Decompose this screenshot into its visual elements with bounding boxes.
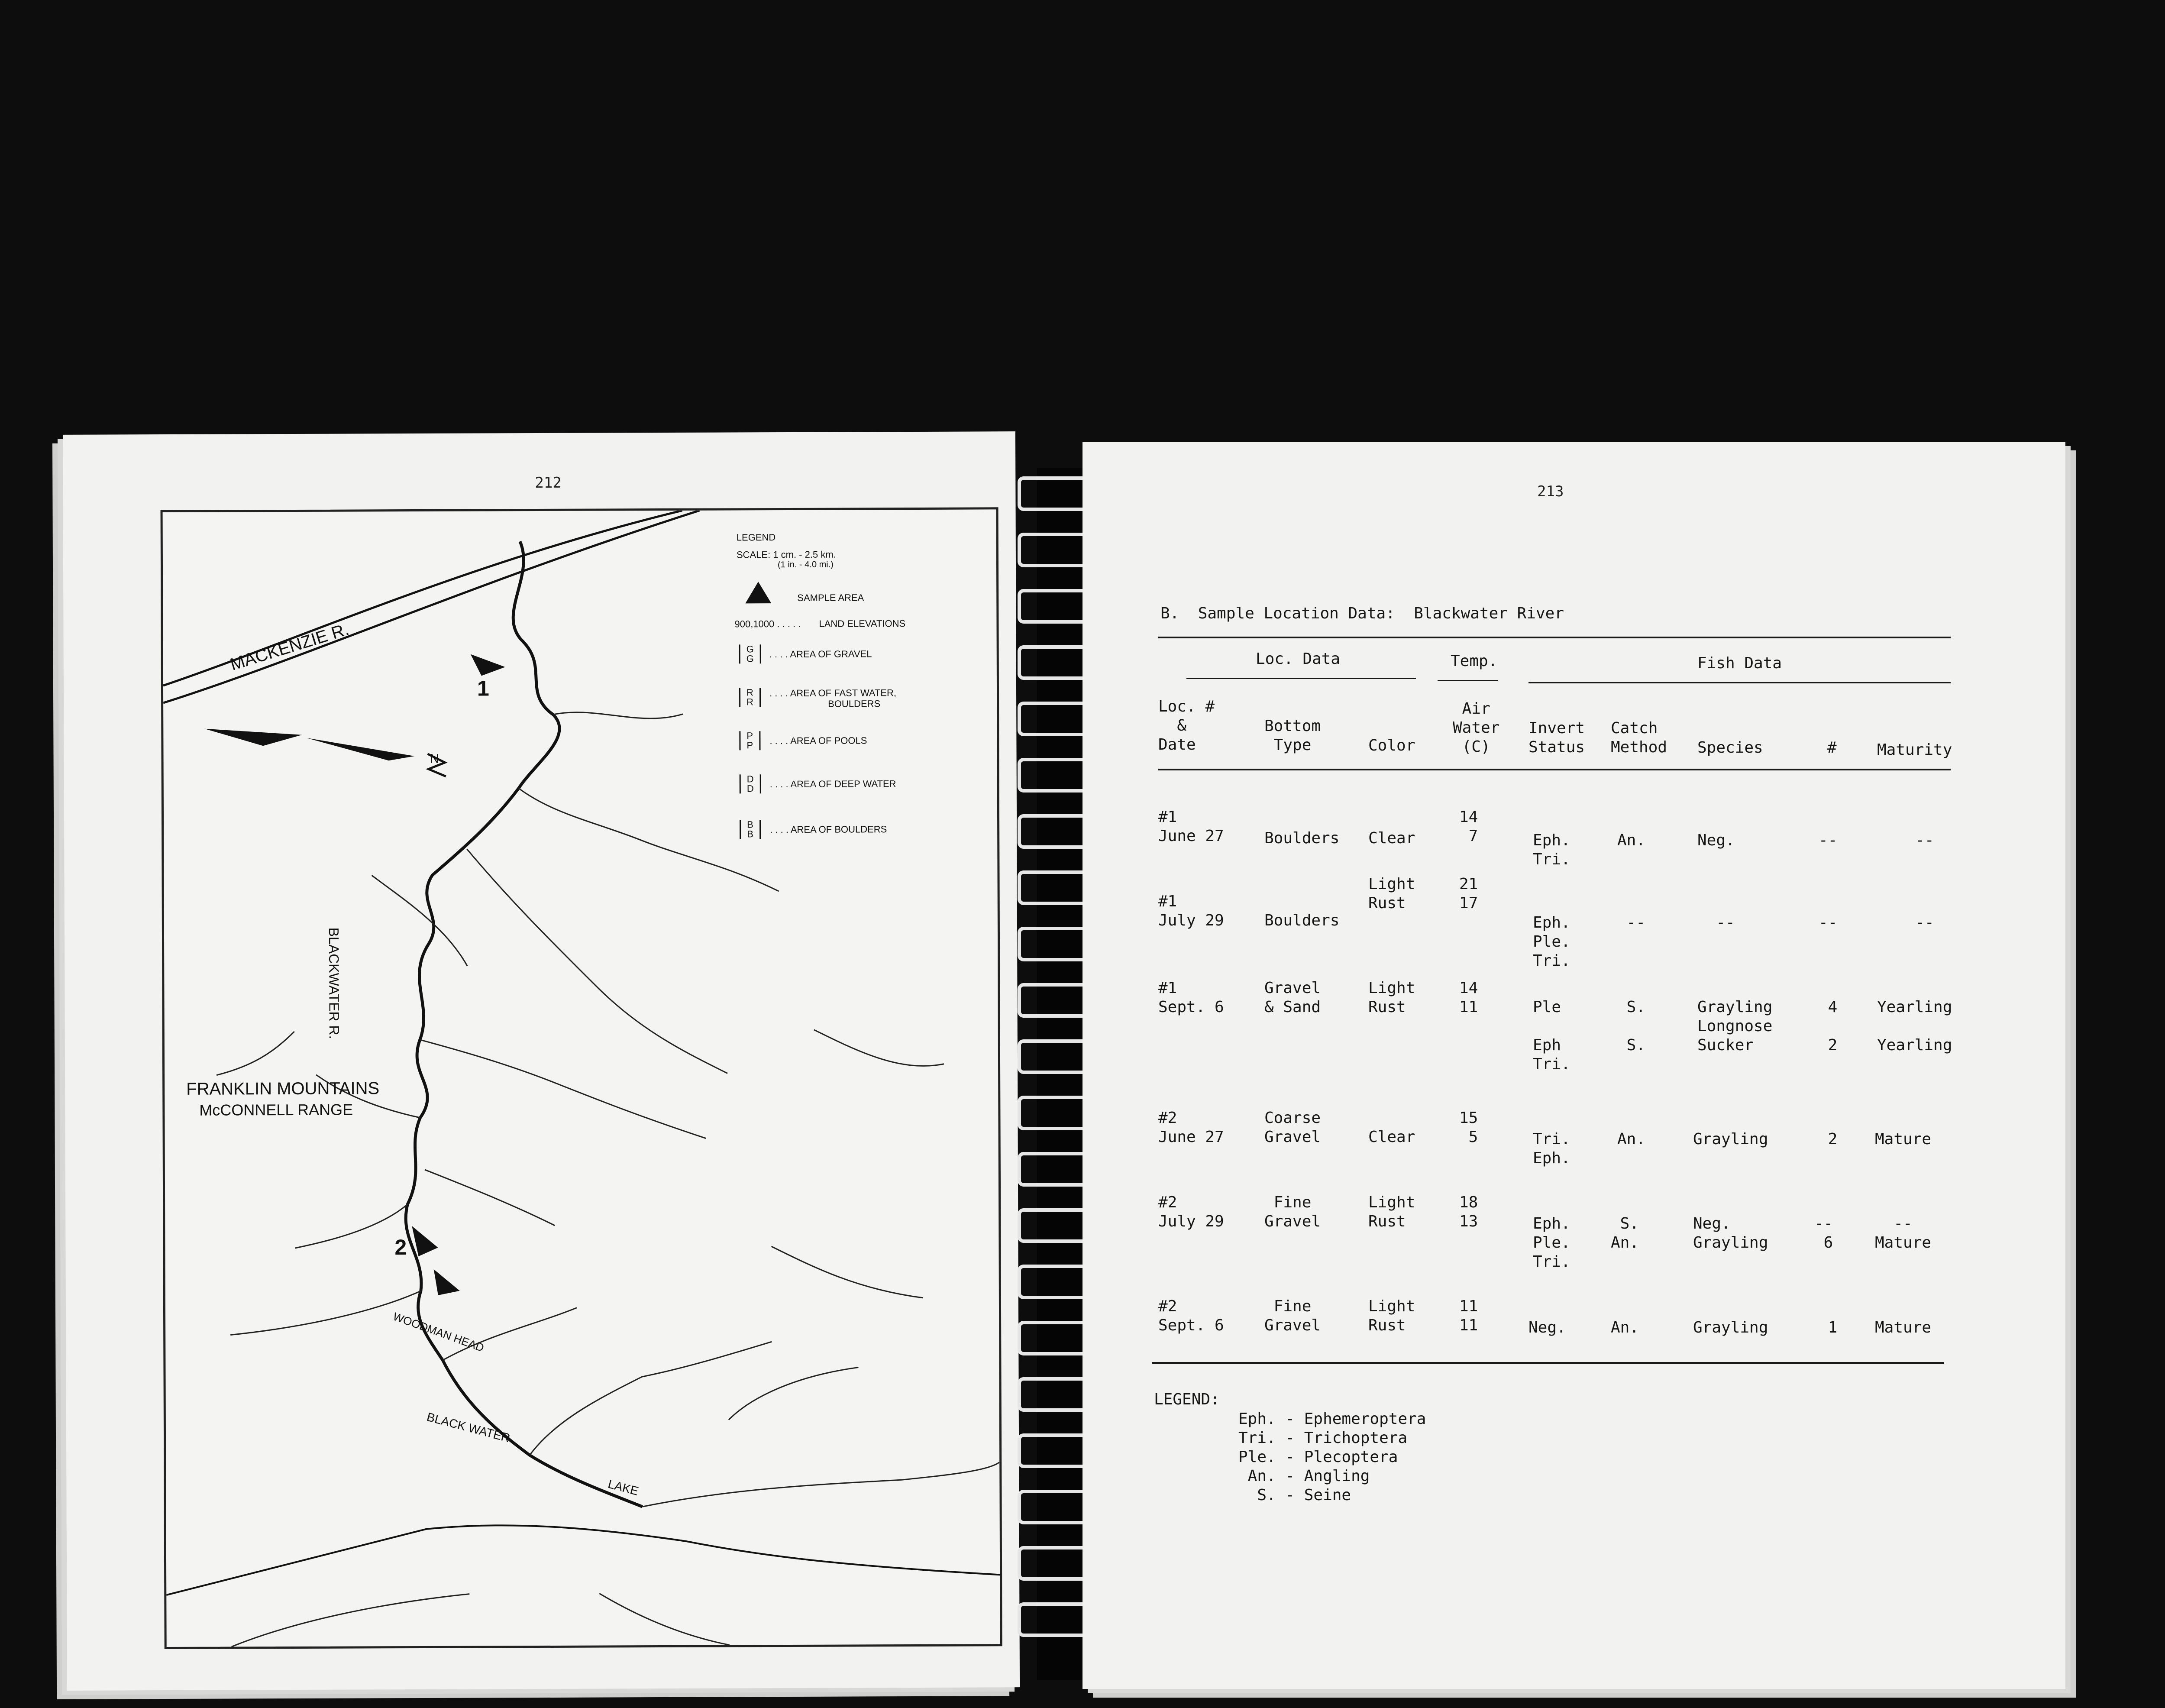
table-bottom-rule xyxy=(1152,1362,1944,1364)
cell-catch: S. S. xyxy=(1626,998,1646,1054)
site-1-label: 1 xyxy=(477,676,489,701)
cell-species: Neg. xyxy=(1697,831,1735,849)
map-scale: SCALE: 1 cm. - 2.5 km. xyxy=(736,549,836,560)
mcconnell-label: McCONNELL RANGE xyxy=(199,1100,353,1119)
cell-loc: #1 Sept. 6 xyxy=(1158,979,1224,1016)
legend-pools: . . . . AREA OF POOLS xyxy=(769,735,867,747)
cell-color: Light Rust xyxy=(1368,1194,1415,1230)
cell-temp: 14 11 xyxy=(1459,979,1478,1016)
cell-num: -- xyxy=(1819,914,1838,932)
temp-rule xyxy=(1438,680,1498,681)
cell-invert: Eph. Ple. Tri. xyxy=(1533,914,1570,970)
cell-num: 2 xyxy=(1828,1130,1838,1148)
legend-fast-water: . . . . AREA OF FAST WATER, xyxy=(769,687,897,699)
cell-catch: S. An. xyxy=(1611,1215,1639,1252)
cell-catch: An. xyxy=(1611,1319,1639,1336)
col-header-loc: Loc. # & Date xyxy=(1158,698,1215,754)
col-header-bottom: Bottom Type xyxy=(1264,717,1321,754)
cell-loc: #2 Sept. 6 xyxy=(1158,1297,1224,1334)
cell-loc: #1 June 27 xyxy=(1158,808,1224,845)
blackwater-label: BLACKWATER R. xyxy=(326,927,342,1039)
cell-species: Neg. Grayling xyxy=(1693,1215,1768,1252)
legend-item: An. - Angling xyxy=(1238,1467,1370,1485)
cell-invert: Tri. Eph. xyxy=(1533,1130,1570,1167)
page-number: 213 xyxy=(1537,483,1564,500)
legend-gravel: . . . . AREA OF GRAVEL xyxy=(769,648,872,660)
cell-temp: 14 7 xyxy=(1459,808,1478,845)
cell-temp: 21 17 xyxy=(1459,875,1478,912)
cell-bottom: Coarse Gravel xyxy=(1264,1109,1321,1146)
cell-species: Grayling xyxy=(1693,1319,1768,1336)
legend-gravel-symbol: G G xyxy=(739,644,761,663)
map-scale-imperial: (1 in. - 4.0 mi.) xyxy=(777,560,834,570)
franklin-label: FRANKLIN MOUNTAINS xyxy=(186,1079,380,1099)
col-header-num: # xyxy=(1827,739,1837,757)
group-fish-data: Fish Data xyxy=(1697,654,1782,672)
cell-temp: 15 5 xyxy=(1459,1109,1478,1146)
col-header-temp: Air Water (C) xyxy=(1453,700,1500,756)
cell-bottom: Boulders xyxy=(1264,912,1340,929)
cell-invert: Ple Eph Tri. xyxy=(1533,998,1570,1073)
cell-maturity: -- Mature xyxy=(1875,1215,1932,1252)
cell-num: 1 xyxy=(1828,1319,1838,1336)
fish-data-rule xyxy=(1528,682,1951,683)
legend-sample-area: SAMPLE AREA xyxy=(797,592,864,603)
cell-temp: 18 13 xyxy=(1459,1194,1478,1230)
cell-num: -- 6 xyxy=(1814,1215,1833,1252)
blackwater-river-map xyxy=(161,507,1002,1649)
legend-title: LEGEND: xyxy=(1154,1391,1220,1408)
cell-catch: -- xyxy=(1626,914,1646,932)
cell-invert: Eph. Ple. Tri. xyxy=(1533,1215,1570,1271)
cell-maturity: Mature xyxy=(1875,1130,1932,1148)
cell-bottom: Fine Gravel xyxy=(1264,1194,1321,1230)
cell-species: Grayling xyxy=(1693,1130,1768,1148)
cell-loc: #2 June 27 xyxy=(1158,1109,1224,1146)
cell-temp: 11 11 xyxy=(1459,1297,1478,1334)
legend-item: Tri. - Trichoptera xyxy=(1238,1429,1408,1447)
legend-elevation-values: 900,1000 . . . . . xyxy=(734,618,801,630)
legend-deep-water: . . . . AREA OF DEEP WATER xyxy=(769,778,896,790)
legend-fast-water-symbol: R R xyxy=(739,688,761,707)
cell-color: Light Rust xyxy=(1368,979,1415,1016)
black-water-label: BLACK WATER xyxy=(425,1410,512,1445)
cell-catch: An. xyxy=(1617,831,1646,849)
col-header-color: Color xyxy=(1368,737,1415,754)
cell-species: -- xyxy=(1716,914,1735,932)
page-number: 212 xyxy=(535,474,562,492)
site-2-label: 2 xyxy=(394,1235,407,1260)
loc-data-rule xyxy=(1186,678,1416,679)
cell-bottom: Boulders xyxy=(1264,829,1340,847)
section-title: B. Sample Location Data: Blackwater River xyxy=(1160,605,1564,622)
cell-color: Light Rust xyxy=(1368,875,1415,912)
north-label: N xyxy=(430,751,439,766)
table-top-rule xyxy=(1158,637,1951,638)
lake-label: LAKE xyxy=(606,1477,640,1498)
legend-boulders-symbol: B B xyxy=(740,820,761,839)
cell-maturity: Yearling Yearling xyxy=(1877,998,1952,1054)
map-drawing xyxy=(163,509,1000,1647)
cell-maturity: Mature xyxy=(1875,1319,1932,1336)
legend-fast-water-2: BOULDERS xyxy=(828,698,881,709)
cell-maturity: -- xyxy=(1915,831,1934,849)
legend-triangle-icon xyxy=(745,582,771,603)
col-header-maturity: Maturity xyxy=(1877,741,1952,759)
group-temp: Temp. xyxy=(1451,652,1498,670)
left-page xyxy=(63,431,1020,1691)
cell-num: 4 2 xyxy=(1828,998,1838,1054)
col-header-species: Species xyxy=(1697,739,1763,757)
cell-bottom: Fine Gravel xyxy=(1264,1297,1321,1334)
right-page xyxy=(1082,442,2065,1689)
cell-color: Light Rust xyxy=(1368,1297,1415,1334)
cell-loc: #2 July 29 xyxy=(1158,1194,1224,1230)
cell-species: Grayling Longnose Sucker xyxy=(1697,998,1773,1054)
legend-item: Eph. - Ephemeroptera xyxy=(1238,1410,1426,1428)
group-loc-data: Loc. Data xyxy=(1256,650,1341,668)
legend-land-elevations: LAND ELEVATIONS xyxy=(819,618,906,629)
sample-area-2-icon xyxy=(412,1226,438,1256)
mackenzie-label: MACKENZIE R. xyxy=(228,619,352,675)
legend-pools-symbol: P P xyxy=(739,731,760,750)
woodman-label: WOODMAN HEAD xyxy=(391,1310,486,1355)
north-arrow-icon xyxy=(204,728,302,746)
cell-color: Clear xyxy=(1368,829,1415,847)
col-header-catch: Catch Method xyxy=(1611,719,1667,756)
col-header-invert: Invert Status xyxy=(1528,719,1585,756)
cell-bottom: Gravel & Sand xyxy=(1264,979,1321,1016)
legend-item: S. - Seine xyxy=(1238,1486,1351,1504)
cell-loc: #1 July 29 xyxy=(1158,893,1224,929)
legend-item: Ple. - Plecoptera xyxy=(1238,1448,1398,1466)
cell-catch: An. xyxy=(1617,1130,1646,1148)
sample-area-1-icon xyxy=(471,654,505,676)
cell-color: Clear xyxy=(1368,1128,1415,1146)
cell-invert: Neg. xyxy=(1528,1319,1566,1336)
legend-deep-symbol: D D xyxy=(740,774,761,793)
cell-num: -- xyxy=(1819,831,1838,849)
map-legend-title: LEGEND xyxy=(736,532,776,543)
header-bottom-rule xyxy=(1158,769,1951,770)
cell-invert: Eph. Tri. xyxy=(1533,831,1570,868)
cell-maturity: -- xyxy=(1915,914,1934,932)
legend-boulders: . . . . AREA OF BOULDERS xyxy=(770,824,887,835)
